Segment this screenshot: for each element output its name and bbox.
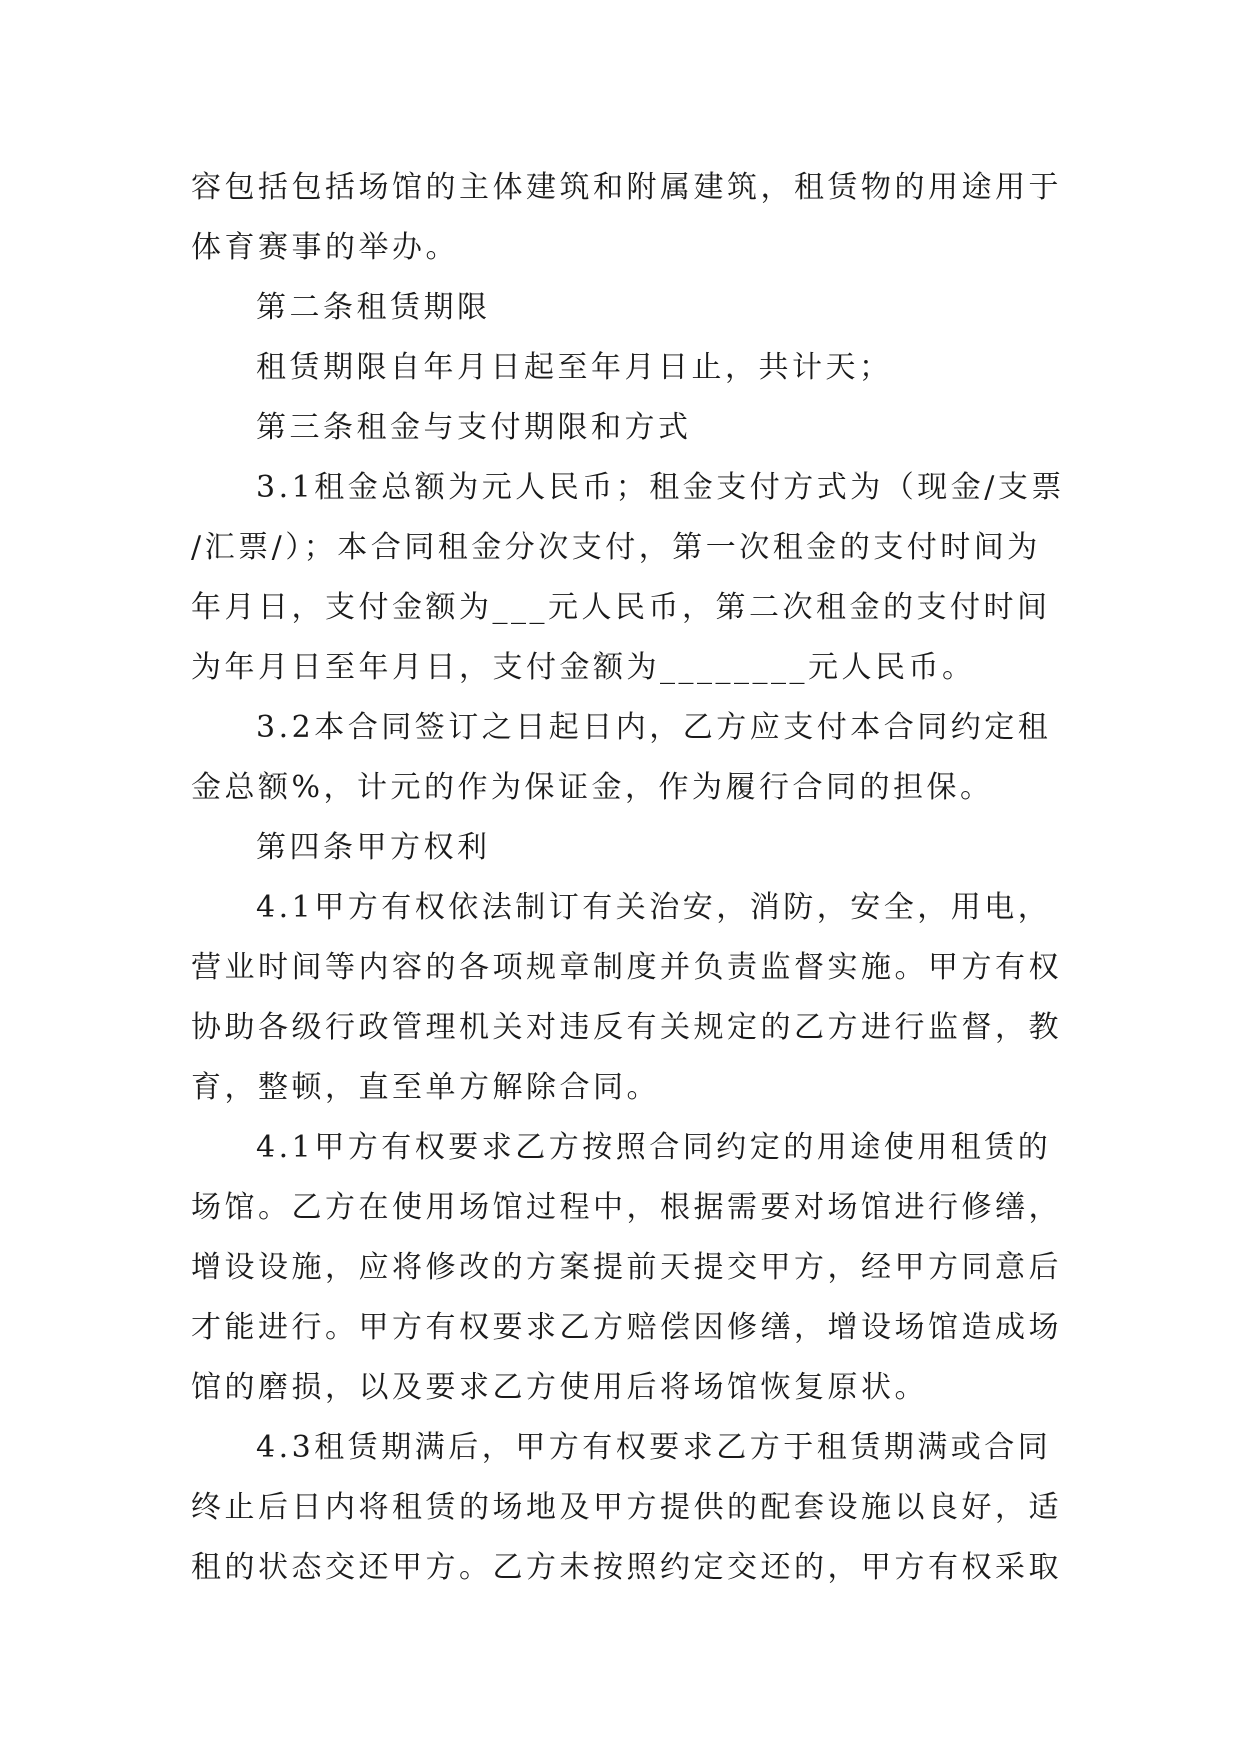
text-line: 馆的磨损，以及要求乙方使用后将场馆恢复原状。 xyxy=(191,1370,928,1405)
text-line: 为年月日至年月日，支付金额为________元人民币。 xyxy=(191,650,976,685)
text-line: 年月日，支付金额为___元人民币，第二次租金的支付时间 xyxy=(191,590,1051,625)
text-line: 容包括包括场馆的主体建筑和附属建筑，租赁物的用途用于 xyxy=(191,170,1062,205)
text-line: 租赁期限自年月日起至年月日止，共计天； xyxy=(256,350,893,385)
text-line: 金总额%，计元的作为保证金，作为履行合同的担保。 xyxy=(191,770,994,805)
document-body xyxy=(191,158,1071,1598)
text-line: 第四条甲方权利 xyxy=(256,830,491,865)
text-line: 4.1甲方有权依法制订有关治安，消防，安全，用电， xyxy=(256,890,1052,925)
text-line: 终止后日内将租赁的场地及甲方提供的配套设施以良好，适 xyxy=(191,1490,1062,1525)
text-line: 3.1租金总额为元人民币；租金支付方式为（现金/支票 xyxy=(256,470,1065,505)
text-line: 体育赛事的举办。 xyxy=(191,230,459,265)
text-line: 4.3租赁期满后，甲方有权要求乙方于租赁期满或合同 xyxy=(256,1430,1052,1465)
text-line: 才能进行。甲方有权要求乙方赔偿因修缮，增设场馆造成场 xyxy=(191,1310,1062,1345)
text-line: /汇票/）；本合同租金分次支付，第一次租金的支付时间为 xyxy=(191,530,1041,565)
text-line: 4.1甲方有权要求乙方按照合同约定的用途使用租赁的 xyxy=(256,1130,1052,1165)
text-line: 协助各级行政管理机关对违反有关规定的乙方进行监督，教 xyxy=(191,1010,1062,1045)
text-line: 营业时间等内容的各项规章制度并负责监督实施。甲方有权 xyxy=(191,950,1062,985)
text-line: 育，整顿，直至单方解除合同。 xyxy=(191,1070,660,1105)
text-line: 增设设施，应将修改的方案提前天提交甲方，经甲方同意后 xyxy=(191,1250,1062,1285)
text-line: 场馆。乙方在使用场馆过程中，根据需要对场馆进行修缮， xyxy=(191,1190,1062,1225)
text-line: 第二条租赁期限 xyxy=(256,290,491,325)
text-line: 3.2本合同签订之日起日内，乙方应支付本合同约定租 xyxy=(256,710,1052,745)
text-line: 第三条租金与支付期限和方式 xyxy=(256,410,692,445)
text-line: 租的状态交还甲方。乙方未按照约定交还的，甲方有权采取 xyxy=(191,1550,1062,1585)
